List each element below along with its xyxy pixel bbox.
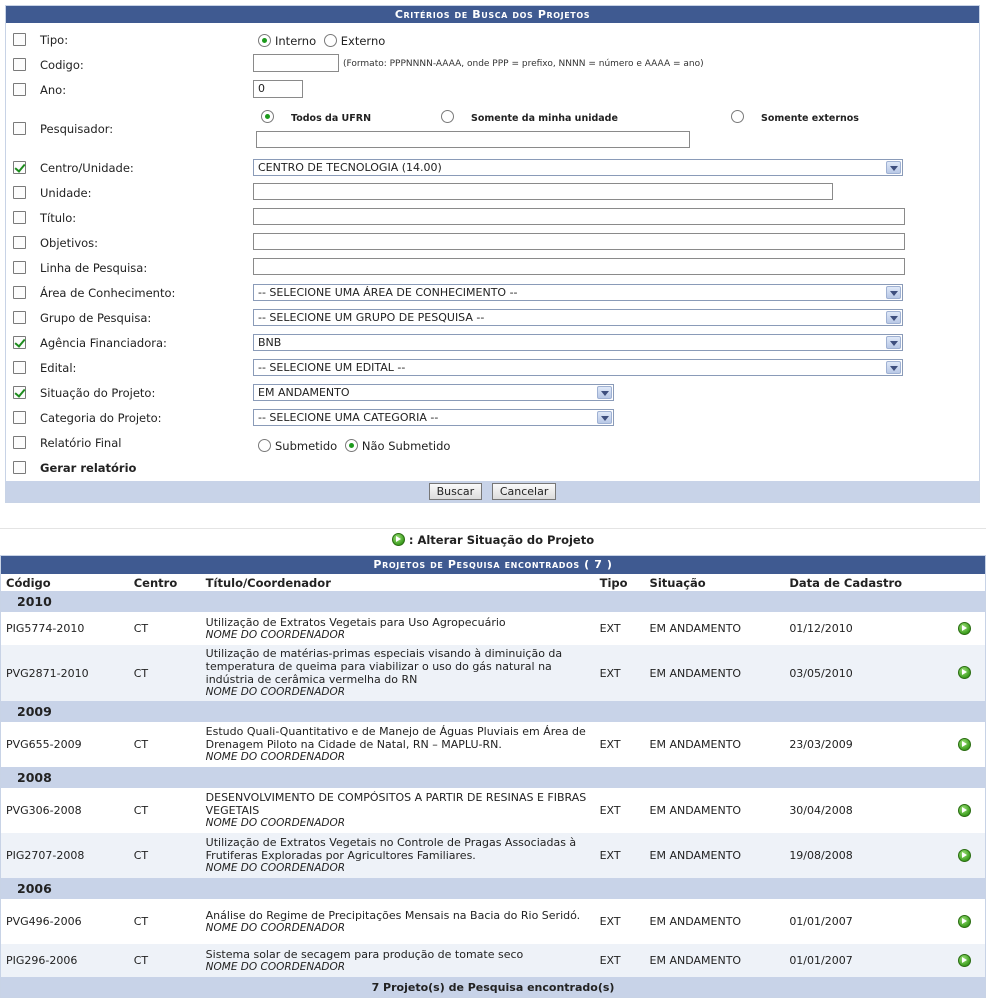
agencia-label: Agência Financiadora: bbox=[40, 336, 167, 350]
form-actions bbox=[6, 481, 979, 502]
table-row bbox=[1, 612, 985, 645]
linha-input[interactable] bbox=[253, 258, 905, 275]
cell-centro: CT bbox=[129, 833, 201, 878]
pesquisador-option-unidade[interactable]: Somente da minha unidade bbox=[441, 110, 618, 124]
project-title: Análise do Regime de Precipitações Mensais na Bacia do Rio Seridó. bbox=[205, 908, 581, 922]
cell-data: 23/03/2009 bbox=[784, 722, 939, 767]
cell-situacao: EM ANDAMENTO bbox=[645, 899, 785, 944]
centro-checkbox[interactable] bbox=[13, 161, 26, 174]
cell-situacao: EM ANDAMENTO bbox=[645, 788, 785, 833]
titulo-input[interactable] bbox=[253, 208, 905, 225]
categoria-checkbox[interactable] bbox=[13, 411, 26, 424]
tipo-radio-group bbox=[258, 34, 385, 48]
cell-situacao: EM ANDAMENTO bbox=[645, 833, 785, 878]
coordinator-name: NOME DO COORDENADOR bbox=[205, 686, 346, 698]
table-row bbox=[1, 833, 985, 878]
col-data: Data de Cadastro bbox=[784, 574, 939, 591]
area-label: Área de Conhecimento: bbox=[40, 286, 176, 300]
table-row bbox=[1, 645, 985, 701]
centro-select[interactable]: CENTRO DE TECNOLOGIA (14.00) bbox=[253, 159, 903, 176]
coordinator-name: NOME DO COORDENADOR bbox=[205, 862, 346, 874]
col-titulo: Título/Coordenador bbox=[201, 574, 595, 591]
relatorio-label: Relatório Final bbox=[40, 436, 122, 450]
unidade-input[interactable] bbox=[253, 183, 833, 200]
titulo-label: Título: bbox=[40, 211, 77, 225]
results-table bbox=[0, 555, 986, 998]
cell-situacao: EM ANDAMENTO bbox=[645, 944, 785, 977]
chevron-down-icon[interactable] bbox=[886, 336, 901, 349]
header-row bbox=[1, 574, 985, 591]
col-situacao: Situação bbox=[645, 574, 785, 591]
radio-icon[interactable] bbox=[258, 34, 271, 47]
titulo-checkbox[interactable] bbox=[13, 211, 26, 224]
situacao-label: Situação do Projeto: bbox=[40, 386, 156, 400]
codigo-format-hint: (Formato: PPPNNNN-AAAA, onde PPP = prefixo, NNNN = número e AAAA = ano) bbox=[343, 59, 704, 69]
centro-label: Centro/Unidade: bbox=[40, 161, 134, 175]
codigo-label: Codigo: bbox=[40, 58, 84, 72]
edital-checkbox[interactable] bbox=[13, 361, 26, 374]
radio-icon[interactable] bbox=[345, 439, 358, 452]
edital-select[interactable]: -- SELECIONE UM EDITAL -- bbox=[253, 359, 903, 376]
year-group-row bbox=[1, 878, 985, 899]
edital-label: Edital: bbox=[40, 361, 77, 375]
ano-label: Ano: bbox=[40, 83, 67, 97]
results-grid bbox=[1, 574, 985, 997]
objetivos-input[interactable] bbox=[253, 233, 905, 250]
cell-centro: CT bbox=[129, 722, 201, 767]
situacao-checkbox[interactable] bbox=[13, 386, 26, 399]
cell-acao bbox=[939, 899, 985, 944]
pesquisador-option-externos[interactable]: Somente externos bbox=[731, 110, 859, 124]
cell-titulo bbox=[201, 899, 595, 944]
codigo-input[interactable] bbox=[253, 54, 339, 72]
objetivos-checkbox[interactable] bbox=[13, 236, 26, 249]
table-row bbox=[1, 899, 985, 944]
cell-codigo: PIG5774-2010 bbox=[1, 612, 129, 645]
coordinator-name: NOME DO COORDENADOR bbox=[205, 921, 346, 934]
cell-acao bbox=[939, 612, 985, 645]
cell-tipo: EXT bbox=[595, 788, 645, 833]
agencia-select[interactable]: BNB bbox=[253, 334, 903, 351]
cell-tipo: EXT bbox=[595, 944, 645, 977]
alterar-situacao-icon[interactable] bbox=[958, 954, 971, 967]
cell-tipo: EXT bbox=[595, 833, 645, 878]
results-count: 7 Projeto(s) de Pesquisa encontrado(s) bbox=[1, 977, 985, 997]
results-title: Projetos de Pesquisa encontrados ( 7 ) bbox=[1, 556, 985, 574]
cell-data: 01/01/2007 bbox=[784, 944, 939, 977]
results-footer-row bbox=[1, 977, 985, 997]
categoria-select[interactable]: -- SELECIONE UMA CATEGORIA -- bbox=[253, 409, 614, 426]
cell-centro: CT bbox=[129, 612, 201, 645]
year-label: 2010 bbox=[1, 591, 985, 612]
legend bbox=[0, 528, 986, 550]
cell-acao bbox=[939, 833, 985, 878]
project-title: Utilização de Extratos Vegetais no Controle de Pragas Associadas à Frutiferas Exploradas por Agricultores Familiares. bbox=[205, 836, 577, 862]
search-form bbox=[5, 5, 980, 503]
cell-titulo bbox=[201, 612, 595, 645]
cell-centro: CT bbox=[129, 899, 201, 944]
alterar-situacao-icon[interactable] bbox=[958, 738, 971, 751]
project-title: Sistema solar de secagem para produção de tomate seco bbox=[205, 947, 524, 961]
gerar-relatorio-checkbox[interactable] bbox=[13, 461, 26, 474]
unidade-checkbox[interactable] bbox=[13, 186, 26, 199]
alterar-situacao-icon[interactable] bbox=[958, 666, 971, 679]
cell-acao bbox=[939, 788, 985, 833]
coordinator-name: NOME DO COORDENADOR bbox=[205, 960, 346, 973]
year-label: 2006 bbox=[1, 878, 985, 899]
cell-codigo: PVG2871-2010 bbox=[1, 645, 129, 701]
tipo-interno-option[interactable]: Interno bbox=[258, 34, 316, 48]
cell-titulo bbox=[201, 788, 595, 833]
cell-tipo: EXT bbox=[595, 645, 645, 701]
radio-icon[interactable] bbox=[261, 110, 274, 123]
year-label: 2009 bbox=[1, 701, 985, 722]
radio-icon[interactable] bbox=[441, 110, 454, 123]
area-select[interactable]: -- SELECIONE UMA ÁREA DE CONHECIMENTO -- bbox=[253, 284, 903, 301]
tipo-checkbox[interactable] bbox=[13, 33, 26, 46]
cell-data: 03/05/2010 bbox=[784, 645, 939, 701]
cell-codigo: PIG2707-2008 bbox=[1, 833, 129, 878]
cell-situacao: EM ANDAMENTO bbox=[645, 645, 785, 701]
project-title: DESENVOLVIMENTO DE COMPÓSITOS A PARTIR DE RESINAS E FIBRAS VEGETAIS bbox=[205, 791, 587, 817]
situacao-select[interactable]: EM ANDAMENTO bbox=[253, 384, 614, 401]
grupo-checkbox[interactable] bbox=[13, 311, 26, 324]
alterar-situacao-icon[interactable] bbox=[958, 622, 971, 635]
tipo-label: Tipo: bbox=[40, 33, 69, 47]
categoria-label: Categoria do Projeto: bbox=[40, 411, 162, 425]
project-title: Estudo Quali-Quantitativo e de Manejo de Águas Pluviais em Área de Drenagem Piloto na Cidade de Natal, RN – MAPLU-RN. bbox=[205, 725, 586, 751]
cell-tipo: EXT bbox=[595, 722, 645, 767]
relatorio-nao-submetido-option[interactable]: Não Submetido bbox=[345, 439, 451, 453]
pesquisador-checkbox[interactable] bbox=[13, 122, 26, 135]
area-checkbox[interactable] bbox=[13, 286, 26, 299]
cell-situacao: EM ANDAMENTO bbox=[645, 722, 785, 767]
grupo-label: Grupo de Pesquisa: bbox=[40, 311, 152, 325]
linha-label: Linha de Pesquisa: bbox=[40, 261, 148, 275]
coordinator-name: NOME DO COORDENADOR bbox=[205, 817, 346, 829]
cell-data: 01/12/2010 bbox=[784, 612, 939, 645]
cell-tipo: EXT bbox=[595, 612, 645, 645]
alterar-situacao-icon[interactable] bbox=[958, 915, 971, 928]
col-codigo: Código bbox=[1, 574, 129, 591]
cell-data: 19/08/2008 bbox=[784, 833, 939, 878]
cell-centro: CT bbox=[129, 645, 201, 701]
gerar-relatorio-label: Gerar relatório bbox=[40, 461, 137, 475]
table-row bbox=[1, 722, 985, 767]
cell-codigo: PVG496-2006 bbox=[1, 899, 129, 944]
cell-centro: CT bbox=[129, 944, 201, 977]
col-acao bbox=[939, 574, 985, 591]
cell-situacao: EM ANDAMENTO bbox=[645, 612, 785, 645]
ano-checkbox[interactable] bbox=[13, 83, 26, 96]
pesquisador-label: Pesquisador: bbox=[40, 122, 114, 136]
radio-icon[interactable] bbox=[258, 439, 271, 452]
chevron-down-icon[interactable] bbox=[886, 161, 901, 174]
year-label: 2008 bbox=[1, 767, 985, 788]
objetivos-label: Objetivos: bbox=[40, 236, 99, 250]
chevron-down-icon[interactable] bbox=[597, 411, 612, 424]
agencia-checkbox[interactable] bbox=[13, 336, 26, 349]
project-title: Utilização de Extratos Vegetais para Uso Agropecuário bbox=[205, 615, 506, 629]
project-title: Utilização de matérias-primas especiais visando à diminuição da temperatura de queima para viabilizar o uso do gás natural na indústria de cerâmica vermelha do RN bbox=[205, 647, 563, 686]
cell-titulo bbox=[201, 833, 595, 878]
cell-acao bbox=[939, 722, 985, 767]
cell-data: 01/01/2007 bbox=[784, 899, 939, 944]
year-group-row bbox=[1, 767, 985, 788]
col-tipo: Tipo bbox=[595, 574, 645, 591]
cell-codigo: PVG306-2008 bbox=[1, 788, 129, 833]
coordinator-name: NOME DO COORDENADOR bbox=[205, 628, 346, 641]
radio-icon[interactable] bbox=[324, 34, 337, 47]
pesquisador-option-todos[interactable]: Todos da UFRN bbox=[261, 110, 371, 124]
cell-codigo: PVG655-2009 bbox=[1, 722, 129, 767]
table-row bbox=[1, 944, 985, 977]
chevron-down-icon[interactable] bbox=[886, 311, 901, 324]
chevron-down-icon[interactable] bbox=[886, 361, 901, 374]
coordinator-name: NOME DO COORDENADOR bbox=[205, 751, 346, 763]
codigo-checkbox[interactable] bbox=[13, 58, 26, 71]
relatorio-radio-group bbox=[258, 439, 450, 453]
relatorio-submetido-option[interactable]: Submetido bbox=[258, 439, 337, 453]
ano-input[interactable]: 0 bbox=[253, 80, 303, 98]
alterar-situacao-icon[interactable] bbox=[958, 849, 971, 862]
grupo-select[interactable]: -- SELECIONE UM GRUPO DE PESQUISA -- bbox=[253, 309, 903, 326]
chevron-down-icon[interactable] bbox=[597, 386, 612, 399]
cell-acao bbox=[939, 944, 985, 977]
table-row bbox=[1, 788, 985, 833]
cell-titulo bbox=[201, 944, 595, 977]
cell-centro: CT bbox=[129, 788, 201, 833]
legend-text: : Alterar Situação do Projeto bbox=[408, 533, 595, 547]
pesquisador-input[interactable] bbox=[256, 131, 690, 148]
chevron-down-icon[interactable] bbox=[886, 286, 901, 299]
alterar-situacao-icon[interactable] bbox=[958, 804, 971, 817]
go-arrow-icon bbox=[392, 533, 405, 546]
unidade-label: Unidade: bbox=[40, 186, 92, 200]
col-centro: Centro bbox=[129, 574, 201, 591]
year-group-row bbox=[1, 591, 985, 612]
cell-data: 30/04/2008 bbox=[784, 788, 939, 833]
cell-codigo: PIG296-2006 bbox=[1, 944, 129, 977]
search-form-title: Critérios de Busca dos Projetos bbox=[6, 6, 979, 23]
buscar-button[interactable]: Buscar bbox=[429, 483, 483, 500]
linha-checkbox[interactable] bbox=[13, 261, 26, 274]
tipo-externo-option[interactable]: Externo bbox=[324, 34, 386, 48]
radio-icon[interactable] bbox=[731, 110, 744, 123]
year-group-row bbox=[1, 701, 985, 722]
relatorio-checkbox[interactable] bbox=[13, 436, 26, 449]
cell-acao bbox=[939, 645, 985, 701]
cell-titulo bbox=[201, 722, 595, 767]
cell-tipo: EXT bbox=[595, 899, 645, 944]
cancelar-button[interactable]: Cancelar bbox=[492, 483, 557, 500]
cell-titulo bbox=[201, 645, 595, 701]
